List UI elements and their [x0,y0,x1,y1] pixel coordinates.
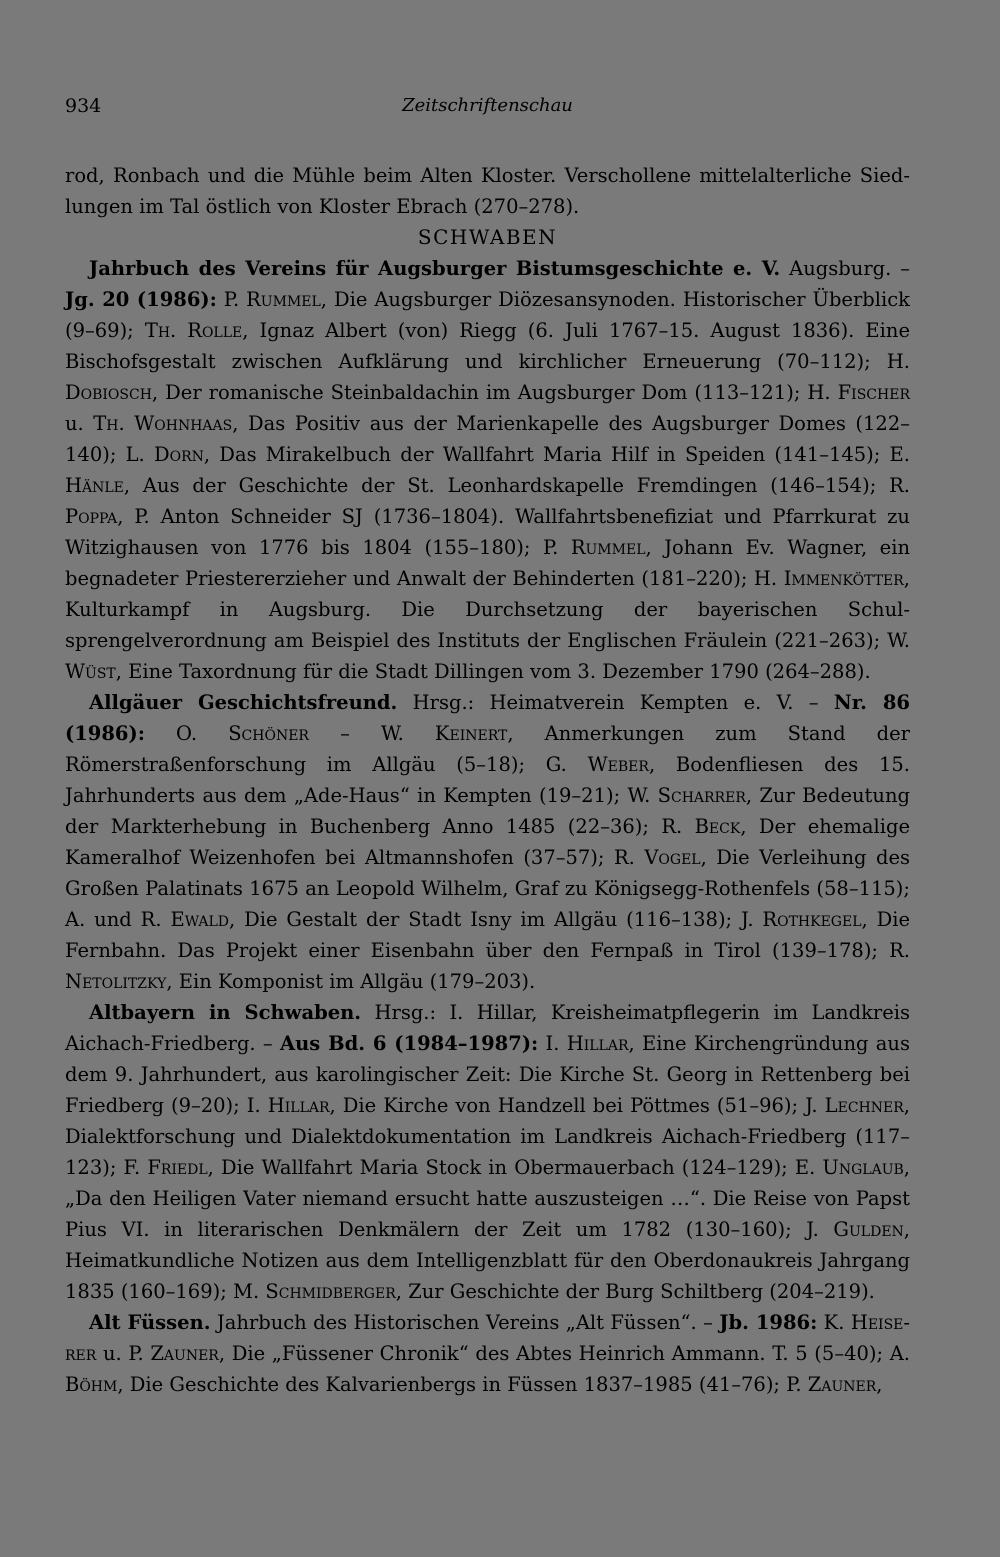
entry-text: , Das Positiv aus der Marienkapelle des Augsburger Domes (122–140); L. [65,412,910,466]
entry-text: Jahrbuch des Historischen Vereins „Alt Füssen“. – [210,1311,720,1334]
entry-text: , Der ehemalige Kameralhof Weizenhofen bei Altmannshofen (37–57); R. [65,815,910,869]
author-name: Scharrer [657,784,746,807]
author-name: Weber [587,753,649,776]
author-name: Böhm [65,1373,118,1396]
author-name: Keinert [434,722,508,745]
author-name: Immenkötter [783,567,904,590]
entry-text: , Die Verleihung des Großen Palatinats 1675 an Leopold Wilhelm, Graf zu Königsegg-Rothenfels (58–115); A. und R. [65,846,910,931]
entry-text: , [876,1373,883,1396]
entry-text: , P. Anton Schneider SJ (1736–1804). Wallfahrtsbenefiziat und Pfarrkurat zu Witzighausen von 1776 bis 1804 (155–180); P. [65,505,910,559]
author-name: Friedl [147,1156,208,1179]
entry-text: , Eine Taxordnung für die Stadt Dillingen vom 3. Dezember 1790 (264–288). [115,660,871,683]
author-name: Heiserer [65,1311,910,1365]
entry-text: , Das Mirakelbuch der Wallfahrt Maria Hilf in Speiden (141–145); E. [203,443,910,466]
journal-title: Altbayern in Schwaben. [89,1001,362,1024]
entries-list [65,253,910,1400]
bibliography-entry [65,253,910,687]
page-header [65,95,910,123]
running-title: Zeitschriftenschau [402,95,573,116]
author-name: Rummel [570,536,646,559]
bibliography-entry [65,997,910,1307]
entry-text: Augsburg. – [780,257,910,280]
journal-title: Jahrbuch des Vereins für Augsburger Bistumsgeschichte e. V. [89,257,781,280]
entry-text: u. P. [96,1342,151,1365]
journal-title: Aus Bd. 6 (1984–1987): [279,1032,539,1055]
author-name: Hillar [566,1032,629,1055]
entry-text: , Ignaz Albert (von) Riegg (6. Juli 1767–15. August 1836). Eine Bischofsgestalt zwischen Aufklärung und kirchlicher Erneuerung (70–112); H. [65,319,910,373]
entry-text: , Ein Komponist im Allgäu (179–203). [166,970,536,993]
entry-text: I. [538,1032,567,1055]
section-heading: SCHWABEN [417,225,558,249]
author-name: Wüst [65,660,116,683]
entry-text: , Die „Füssener Chronik“ des Abtes Heinrich Ammann. T. 5 (5–40); A. [218,1342,910,1365]
entry-text: , Zur Geschichte der Burg Schiltberg (204–219). [395,1280,875,1303]
entry-text: , „Da den Heiligen Vater niemand ersucht hatte auszusteigen …“. Die Reise von Papst Pius VI. in literarischen Denkmälern der Zeit um 1782 (130–160); J. [65,1156,910,1241]
entry-text: Hrsg.: I. Hillar, Kreisheimatpflegerin im Landkreis Aichach-Friedberg. – [65,1001,911,1055]
journal-title: Jb. 1986: [719,1311,818,1334]
author-name: Zauner [150,1342,219,1365]
author-name: Beck [694,815,741,838]
entry-text: , Der romanische Steinbaldachin im Augsburger Dom (113–121); H. [151,381,838,404]
author-name: Hänle [65,474,124,497]
author-name: Schmidberger [265,1280,396,1303]
entry-text: , Heimatkundliche Notizen aus dem Intelligenzblatt für den Oberdonaukreis Jahrgang 1835 (160–169); M. [65,1218,910,1303]
entry-text: , Zur Bedeutung der Markterhebung in Buchenberg Anno 1485 (22–36); R. [65,784,910,838]
entry-text: , Aus der Geschichte der St. Leonhardskapelle Fremdingen (146–154); R. [123,474,910,497]
entry-text: , Johann Ev. Wagner, ein begnadeter Priestererzieher und Anwalt der Behinderten (181–220); H. [65,536,911,590]
author-name: Rothkegel [762,908,862,931]
journal-title: Alt Füssen. [89,1311,211,1334]
author-name: Hillar [267,1094,330,1117]
author-name: Vogel [644,846,701,869]
entry-text: , Die Augsburger Diözesansynoden. Historischer Überblick (9–69); [65,288,910,342]
entry-text: , Dialektforschung und Dialektdokumentation im Landkreis Aichach-Friedberg (117–123); F. [65,1094,910,1179]
page-number: 934 [65,95,102,117]
entry-text: , Die Fernbahn. Das Projekt einer Eisenbahn über den Fernpaß in Tirol (139–178); R. [65,908,911,962]
entry-text: , Kulturkampf in Augsburg. Die Durchsetzung der bayerischen Schulsprengelverordnung am Beispiel des Instituts der Englischen Fräulein (221–263); W. [65,567,910,652]
author-name: Gulden [833,1218,904,1241]
entry-text: K. [817,1311,851,1334]
author-name: Schöner [228,722,309,745]
author-name: Dorn [153,443,204,466]
entry-text: , Anmerkungen zum Stand der Römerstraßenforschung im Allgäu (5–18); G. [65,722,910,776]
entry-text: O. [144,722,229,745]
journal-title: Nr. 86 (1986): [65,691,911,745]
bibliography-entry [65,1307,910,1400]
bibliography-entry [65,687,910,997]
author-name: Th. Rolle [144,319,243,342]
entry-text: – W. [308,722,435,745]
author-name: Fischer [837,381,910,404]
author-name: Unglaub [822,1156,904,1179]
author-name: Zauner [807,1373,877,1396]
author-name: Th. Wohnhaas [93,412,233,435]
journal-title: Jg. 20 (1986): [65,288,217,311]
entry-text: , Die Wallfahrt Maria Stock in Obermauerbach (124–129); E. [207,1156,823,1179]
author-name: Ewald [170,908,230,931]
author-name: Netolitzky [65,970,167,993]
journal-title: Allgäuer Geschichtsfreund. [89,691,398,714]
intro-paragraph: rod, Ronbach und die Mühle beim Alten Kloster. Verschollene mittelalterliche Siedlungen im Tal östlich von Kloster Ebrach (270–278). [65,164,910,218]
author-name: Rummel [246,288,321,311]
entry-text: , Eine Kirchengründung aus dem 9. Jahrhundert, aus karolingischer Zeit: Die Kirche St. Georg in Rettenberg bei Friedberg (9–20); I. [65,1032,910,1117]
author-name: Dobiosch [65,381,152,404]
entry-text: u. [65,412,94,435]
entry-text: Hrsg.: Heimatverein Kempten e. V. – [397,691,834,714]
author-name: Lechner [824,1094,904,1117]
entry-text: , Die Geschichte des Kalvarienbergs in Füssen 1837–1985 (41–76); P. [117,1373,808,1396]
entry-text: , Bodenfliesen des 15. Jahrhunderts aus dem „Ade-Haus“ in Kempten (19–21); W. [65,753,910,807]
entry-text: P. [216,288,247,311]
body-text [65,160,910,1400]
author-name: Poppa [65,505,118,528]
entry-text: , Die Kirche von Handzell bei Pöttmes (51–96); J. [329,1094,825,1117]
entry-text: , Die Gestalt der Stadt Isny im Allgäu (116–138); J. [229,908,763,931]
